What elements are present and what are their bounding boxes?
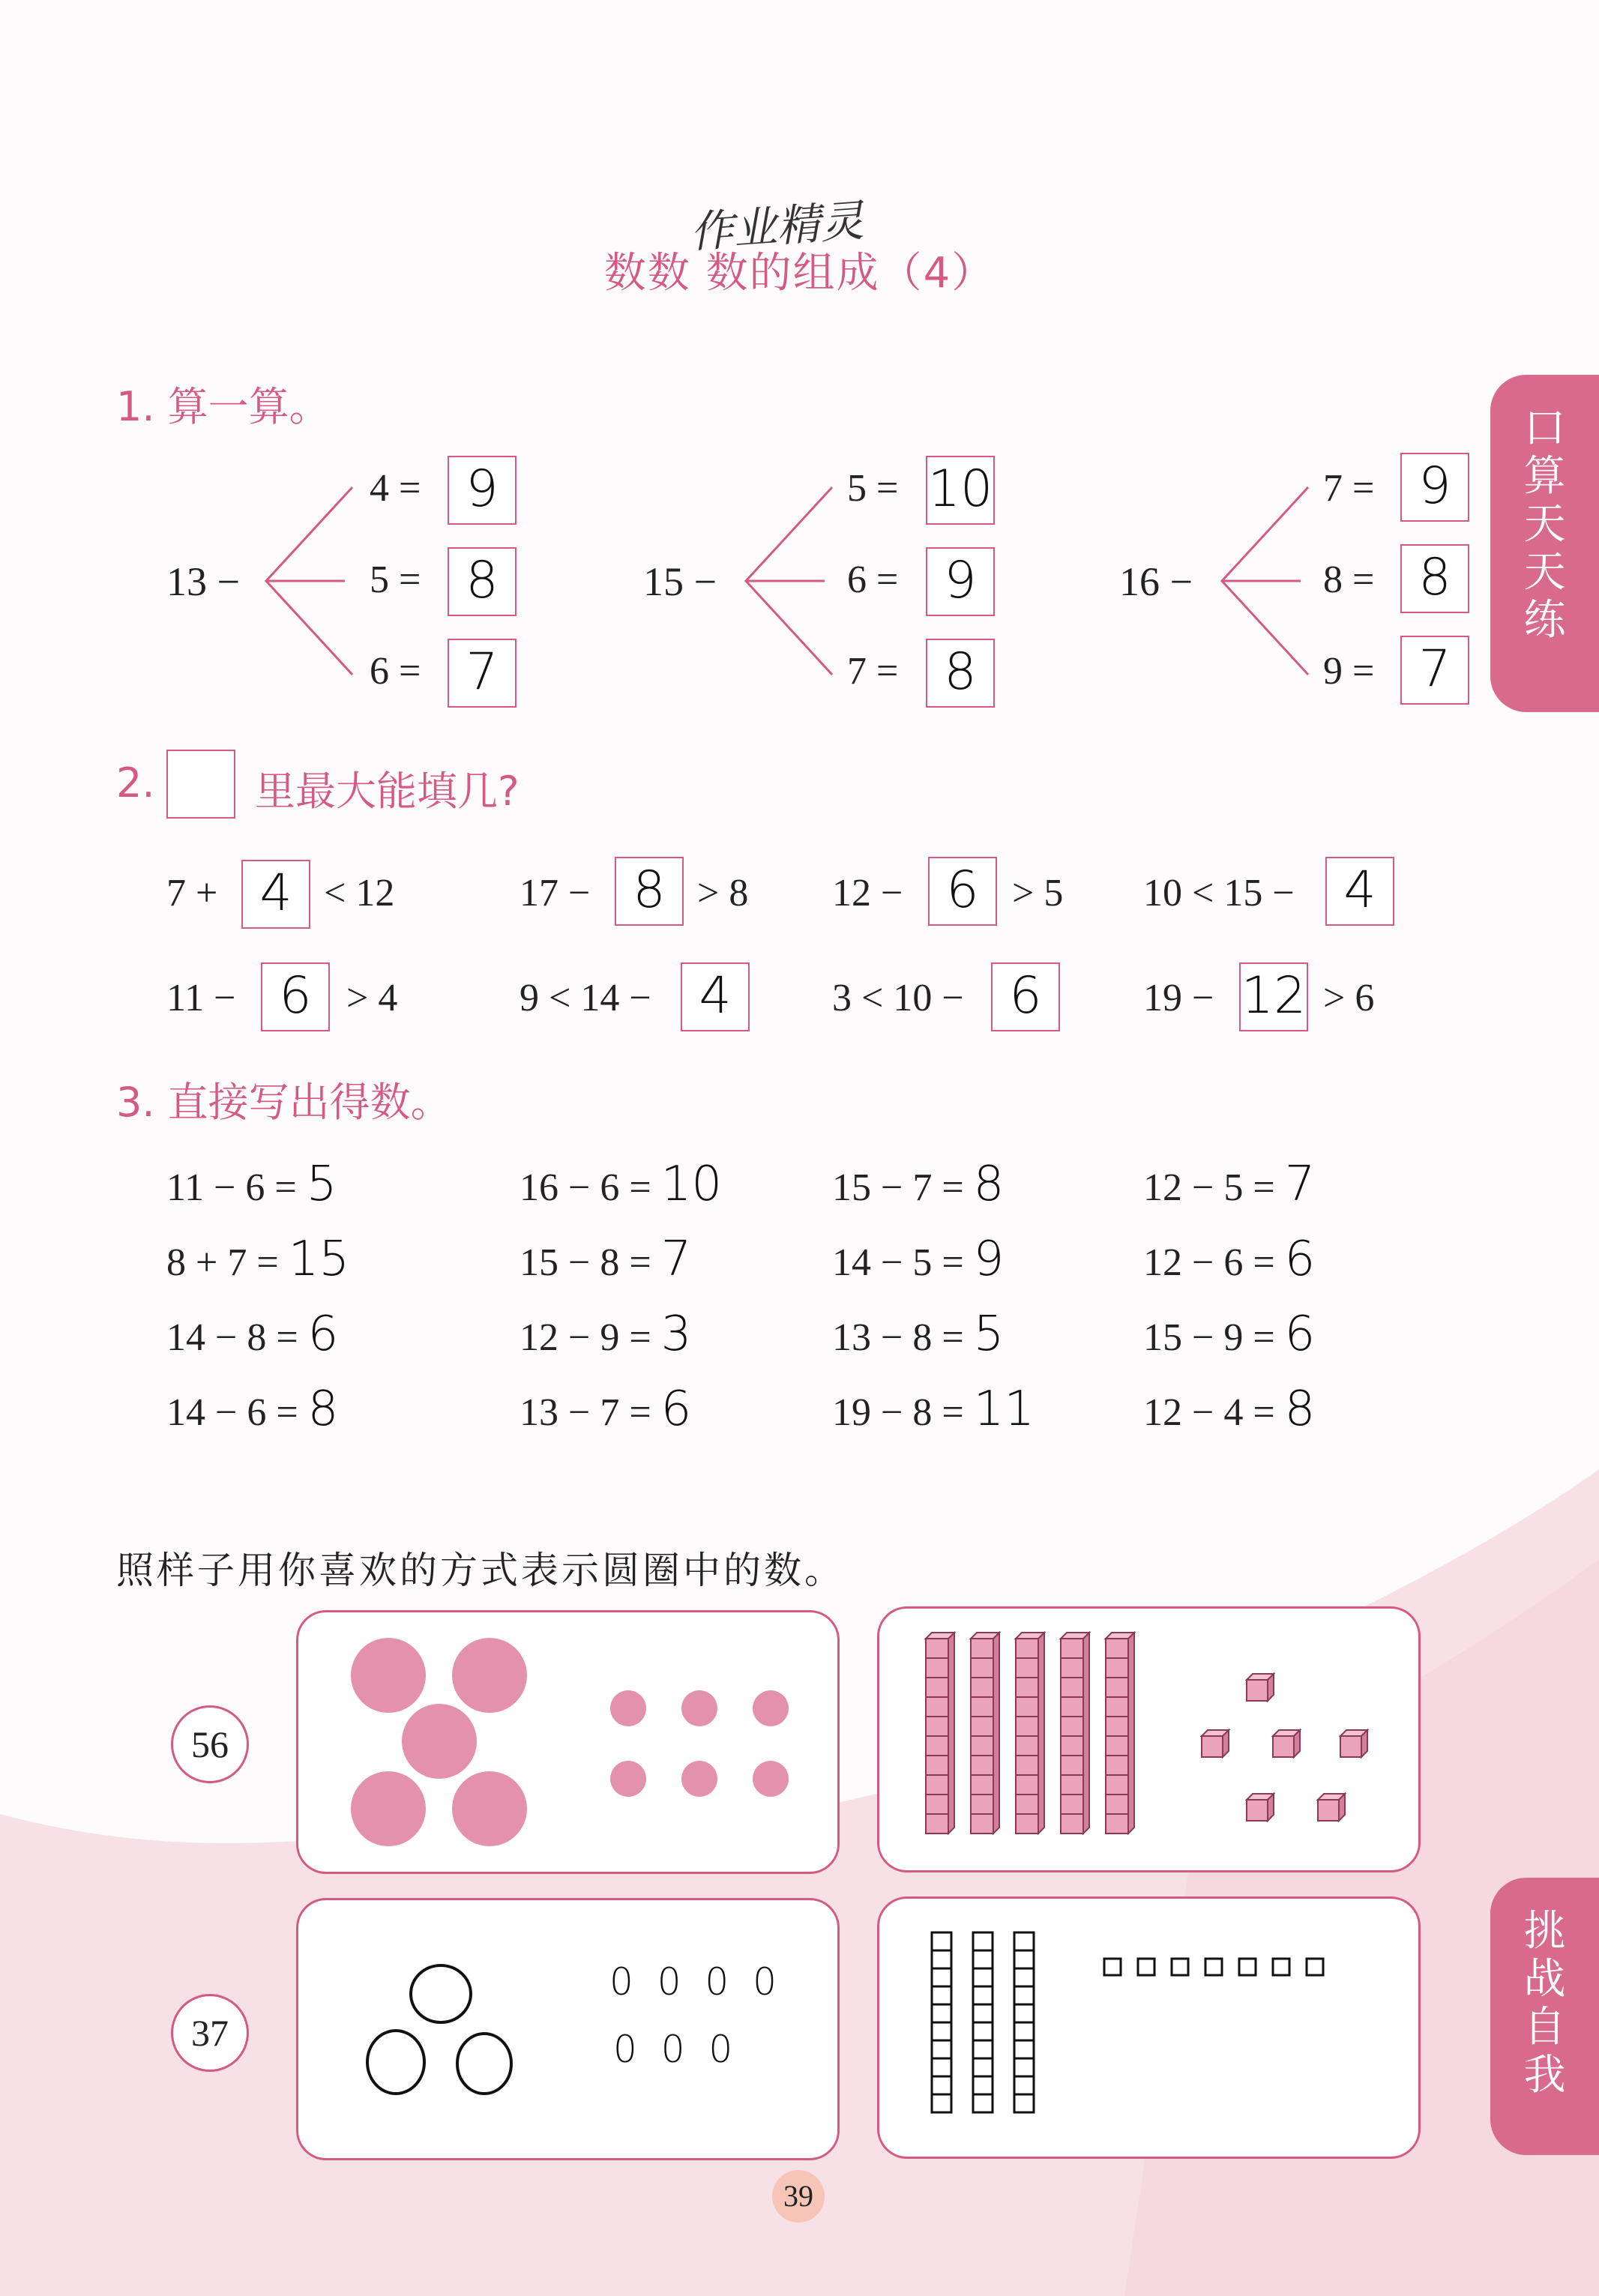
hand-unit-square (1138, 1959, 1154, 1975)
section4-instruction: 照样子用你喜欢的方式表示圆圈中的数。 (116, 1549, 845, 1592)
group3-stem: 16 − (1119, 559, 1193, 604)
calc-answer: 6 (660, 1381, 692, 1437)
calc-item (166, 1232, 349, 1287)
calc-eq: 14 − 8 = (166, 1316, 298, 1359)
number-circle-37: 37 (171, 1994, 249, 2072)
calc-eq: 8 + 7 = (166, 1241, 279, 1284)
section1-title: 1. 算一算。 (116, 383, 330, 430)
calc-answer: 5 (973, 1307, 1005, 1362)
answer-value: 4 (699, 966, 732, 1025)
ineq-pre: 19 − (1143, 977, 1214, 1019)
answer-box[interactable] (928, 857, 997, 926)
calc-item (166, 1307, 338, 1362)
calc-item (520, 1307, 691, 1362)
calc-answer: 5 (306, 1157, 337, 1212)
hand-unit-square (1172, 1959, 1188, 1975)
example-empty-box (166, 750, 235, 819)
answer-box[interactable] (1239, 962, 1308, 1031)
unit-cube (1202, 1730, 1229, 1757)
calc-answer: 6 (307, 1307, 339, 1362)
answer-box[interactable] (1400, 453, 1469, 522)
calc-answer: 8 (973, 1157, 1005, 1212)
group3-row3-eq: 9 = (1323, 650, 1375, 693)
answer-value: 8 (466, 551, 499, 610)
answer-card-blocks[interactable] (877, 1896, 1421, 2159)
ten-rod (926, 1633, 954, 1834)
calc-eq: 12 − 5 = (1143, 1166, 1275, 1209)
calc-item (166, 1157, 337, 1212)
calc-eq: 16 − 6 = (520, 1166, 651, 1209)
calc-eq: 12 − 6 = (1143, 1241, 1275, 1284)
example-card-circles (296, 1610, 840, 1874)
section3-title: 3. 直接写出得数。 (116, 1079, 451, 1126)
calc-item (832, 1157, 1004, 1212)
calc-answer: 10 (660, 1157, 723, 1212)
answer-value: 9 (944, 551, 977, 610)
calc-answer: 9 (973, 1232, 1005, 1287)
calc-answer: 8 (307, 1381, 339, 1437)
calc-item (1143, 1157, 1315, 1212)
hand-unit-square (1104, 1959, 1121, 1975)
answer-value: 4 (259, 864, 292, 923)
ineq-pre: 11 − (166, 977, 236, 1019)
calc-answer: 7 (660, 1232, 692, 1287)
calc-item (832, 1232, 1004, 1287)
ineq-pre: 17 − (520, 872, 591, 915)
small-circles-row2: 0 0 0 (613, 2028, 739, 2071)
calc-eq: 12 − 4 = (1143, 1391, 1275, 1434)
group2-stem: 15 − (643, 559, 717, 604)
calc-eq: 15 − 9 = (1143, 1316, 1275, 1359)
hand-unit-square (1205, 1959, 1222, 1975)
stamp-text: 作业精灵 (688, 194, 866, 258)
calc-answer: 15 (288, 1232, 350, 1287)
calc-answer: 11 (973, 1381, 1035, 1437)
ineq-pre: 3 < 10 − (832, 977, 964, 1019)
calc-eq: 11 − 6 = (166, 1166, 297, 1209)
answer-value: 12 (1241, 966, 1307, 1025)
answer-value: 8 (1418, 548, 1451, 607)
answer-box[interactable] (681, 962, 750, 1031)
ineq-post: > 4 (346, 977, 398, 1019)
hand-drawn-circles (298, 1900, 842, 2163)
unit-cube (1340, 1730, 1367, 1757)
calc-eq: 15 − 8 = (520, 1241, 651, 1284)
group1-row1-eq: 4 = (370, 467, 421, 510)
answer-value: 9 (1418, 457, 1451, 516)
answer-box[interactable] (926, 456, 995, 525)
calc-answer: 6 (1284, 1307, 1316, 1362)
answer-box[interactable] (1325, 857, 1394, 926)
answer-value: 6 (279, 966, 312, 1025)
answer-value: 10 (927, 459, 993, 519)
ineq-pre: 7 + (166, 872, 218, 915)
blocks-illustration (879, 1609, 1423, 1875)
answer-box[interactable] (926, 639, 995, 708)
answer-card-circles[interactable] (296, 1898, 840, 2160)
section2-number: 2. (116, 759, 155, 807)
answer-value: 8 (633, 861, 666, 920)
ten-rod (1106, 1633, 1134, 1834)
group1-stem: 13 − (166, 559, 240, 604)
unit-cube (1273, 1730, 1300, 1757)
answer-value: 7 (466, 642, 499, 702)
branch-lines (262, 480, 360, 682)
side-tab-challenge[interactable] (1490, 1878, 1599, 2155)
calc-eq: 13 − 7 = (520, 1391, 651, 1434)
ineq-post: > 6 (1323, 977, 1375, 1019)
ineq-post: > 8 (697, 872, 749, 915)
calc-eq: 19 − 8 = (832, 1391, 964, 1434)
side-tab-label: 挑战自我 (1523, 1907, 1566, 2100)
group2-row2-eq: 6 = (847, 558, 899, 601)
page-title: 数数 数的组成（4） (603, 249, 996, 298)
unit-cube (1318, 1794, 1345, 1821)
ineq-pre: 9 < 14 − (520, 977, 651, 1019)
page-number: 39 (772, 2170, 825, 2223)
hand-unit-square (1273, 1959, 1289, 1975)
ineq-post: > 5 (1012, 872, 1064, 915)
answer-value: 6 (946, 861, 979, 920)
hand-drawn-blocks (879, 1899, 1423, 2161)
unit-cube (1247, 1794, 1274, 1821)
unit-cube (1247, 1674, 1274, 1701)
calc-item (520, 1381, 691, 1437)
answer-box[interactable] (991, 962, 1060, 1031)
calc-item (1143, 1381, 1315, 1437)
branch-lines (742, 480, 840, 682)
ineq-pre: 10 < 15 − (1143, 872, 1295, 915)
number-circle-56: 56 (171, 1705, 249, 1783)
circles-illustration (298, 1612, 842, 1876)
ten-rod (971, 1633, 999, 1834)
answer-value: 7 (1418, 639, 1451, 699)
hand-ten-rod (1014, 1932, 1034, 2112)
calc-item (832, 1307, 1004, 1362)
hand-ten-rod (973, 1932, 993, 2112)
calc-answer: 3 (660, 1307, 692, 1362)
calc-item (1143, 1232, 1315, 1287)
group2-row3-eq: 7 = (847, 650, 899, 693)
section2-title: 里最大能填几? (255, 768, 520, 815)
answer-box[interactable] (448, 639, 517, 708)
answer-box[interactable] (448, 456, 517, 525)
group1-row3-eq: 6 = (370, 650, 421, 693)
calc-item (520, 1232, 691, 1287)
answer-box[interactable] (241, 860, 310, 929)
ineq-pre: 12 − (832, 872, 903, 915)
ten-rod (1061, 1633, 1089, 1834)
answer-value: 6 (1009, 966, 1042, 1025)
calc-answer: 7 (1284, 1157, 1316, 1212)
answer-box[interactable] (1400, 636, 1469, 705)
calc-item (520, 1157, 722, 1212)
hand-ten-rod (932, 1932, 951, 2112)
answer-value: 9 (466, 459, 499, 519)
ten-rod (1016, 1633, 1044, 1834)
calc-answer: 6 (1284, 1232, 1316, 1287)
calc-item (832, 1381, 1035, 1437)
calc-eq: 14 − 6 = (166, 1391, 298, 1434)
group3-row2-eq: 8 = (1323, 558, 1375, 601)
calc-answer: 8 (1284, 1381, 1316, 1437)
small-circles-row1: 0 0 0 0 (609, 1960, 783, 2004)
calc-item (1143, 1307, 1315, 1362)
calc-eq: 15 − 7 = (832, 1166, 964, 1209)
group3-row1-eq: 7 = (1323, 467, 1375, 510)
group1-row2-eq: 5 = (370, 558, 421, 601)
side-tab-mental-math[interactable] (1490, 375, 1599, 712)
calc-eq: 13 − 8 = (832, 1316, 964, 1359)
branch-lines (1218, 480, 1316, 682)
answer-box[interactable] (448, 547, 517, 616)
hand-unit-square (1307, 1959, 1323, 1975)
answer-box[interactable] (1400, 544, 1469, 613)
answer-box[interactable] (261, 962, 330, 1031)
answer-box[interactable] (926, 547, 995, 616)
group2-row1-eq: 5 = (847, 467, 899, 510)
calc-eq: 14 − 5 = (832, 1241, 964, 1284)
side-tab-label: 口算天天练 (1523, 404, 1566, 645)
answer-value: 4 (1343, 861, 1376, 920)
ineq-post: < 12 (324, 872, 395, 915)
hand-unit-square (1239, 1959, 1256, 1975)
calc-item (166, 1381, 338, 1437)
answer-value: 8 (944, 642, 977, 702)
example-card-blocks (877, 1606, 1421, 1872)
answer-box[interactable] (615, 857, 684, 926)
calc-eq: 12 − 9 = (520, 1316, 651, 1359)
